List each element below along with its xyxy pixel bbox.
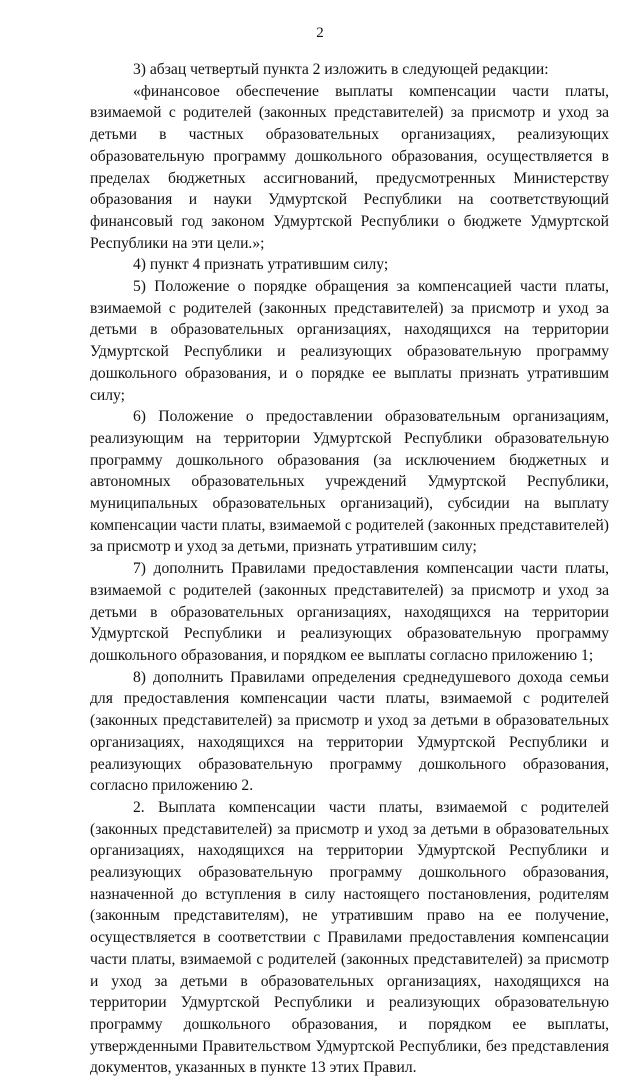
- paragraph-item-7: 7) дополнить Правилами предоставления компенсации части платы, взимаемой с родителей (законных представителей) за присмотр и уход за детьми в образовательных организациях, находящихся на территории Удмуртской Республики и реализующих образовательную программу дошкольного образования, и порядком ее выплаты согласно приложению 1;: [90, 560, 609, 664]
- paragraph-section-2: 2. Выплата компенсации части платы, взимаемой с родителей (законных представителей) за присмотр и уход за детьми в образовательных организациях, находящихся на территории Удмуртской Республики и реализующих образовательную программу дошкольного образования, назначенной до вступления в силу настоящего постановления, родителям (законным представителям), не утратившим право на ее получение, осуществляется в соответствии с Правилами предоставления компенсации части платы, взимаемой с родителей (законных представителей) за присмотр и уход за детьми в образовательных организациях, находящихся на территории Удмуртской Республики и реализующих образовательную программу дошкольного образования, и порядком ее выплаты, утвержденными Правительством Удмуртской Республики, без представления документов, указанных в пункте 13 этих Правил.: [90, 798, 609, 1077]
- page-number: 2: [316, 25, 324, 41]
- document-body: [90, 59, 609, 1079]
- paragraph-item-4: 4) пункт 4 признать утратившим силу;: [133, 256, 389, 274]
- paragraph-item-8: 8) дополнить Правилами определения среднедушевого дохода семьи для предоставления компенсации части платы, взимаемой с родителей (законных представителей) за присмотр и уход за детьми в образовательных организациях, находящихся на территории Удмуртской Республики и реализующих образовательную программу дошкольного образования, согласно приложению 2.: [90, 668, 609, 795]
- paragraph-item-6: 6) Положение о предоставлении образовательным организациям, реализующим на территории Удмуртской Республики образовательную программу дошкольного образования (за исключением бюджетных и автономных образовательных учреждений Удмуртской Республики, муниципальных образовательных организаций), субсидии на выплату компенсации части платы, взимаемой с родителей (законных представителей) за присмотр и уход за детьми, признать утратившим силу;: [90, 408, 609, 556]
- paragraph-quoted-amendment: «финансовое обеспечение выплаты компенсации части платы, взимаемой с родителей (законных представителей) за присмотр и уход за детьми в частных образовательных организациях, реализующих образовательную программу дошкольного образования, осуществляется в пределах бюджетных ассигнований, предусмотренных Министерству образования и науки Удмуртской Республики на соответствующий финансовый год законом Удмуртской Республики о бюджете Удмуртской Республики на эти цели.»;: [90, 82, 609, 252]
- paragraph-item-3: 3) абзац четвертый пункта 2 изложить в следующей редакции:: [133, 61, 549, 78]
- paragraph-item-5: 5) Положение о порядке обращения за компенсацией части платы, взимаемой с родителей (законных представителей) за присмотр и уход за детьми в образовательных организациях, находящихся на территории Удмуртской Республики и реализующих образовательную программу дошкольного образования, и о порядке ее выплаты признать утратившим силу;: [90, 278, 609, 404]
